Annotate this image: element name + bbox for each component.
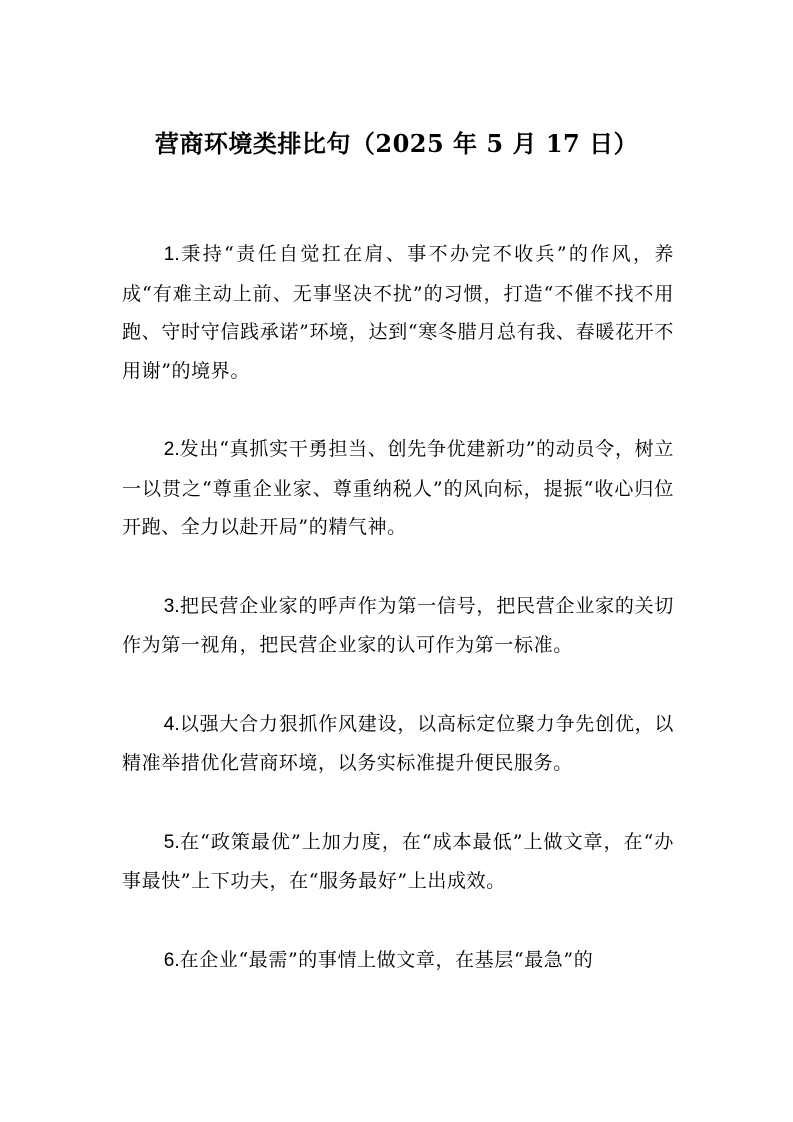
paragraph-6 bbox=[122, 941, 674, 980]
paragraph-number: 2. bbox=[163, 439, 180, 460]
paragraph-number: 5. bbox=[163, 831, 180, 853]
paragraph-text: 在“政策最优”上加力度，在“成本最低”上做文章，在“办事最快”上下功夫，在“服务最好”上出成效。 bbox=[122, 830, 674, 892]
paragraph-text: 秉持“责任自觉扛在肩、事不办完不收兵”的作风，养成“有难主动上前、无事坚决不扰”的习惯，打造“不催不找不用跑、守时守信践承诺”环境，达到“寒冬腊月总有我、春暖花开不用谢”的境界。 bbox=[122, 243, 674, 382]
paragraph-1 bbox=[122, 235, 674, 390]
paragraph-text: 把民营企业家的呼声作为第一信号，把民营企业家的关切作为第一视角，把民营企业家的认可作为第一标准。 bbox=[122, 594, 674, 656]
document-body bbox=[122, 235, 674, 979]
paragraph-number: 1. bbox=[163, 244, 180, 265]
paragraph-text: 发出“真抓实干勇担当、创先争优建新功”的动员令，树立一以贯之“尊重企业家、尊重纳税人”的风向标，提振“收心归位开跑、全力以赴开局”的精气神。 bbox=[122, 438, 674, 538]
paragraph-number: 4. bbox=[163, 713, 180, 735]
paragraph-4 bbox=[122, 705, 674, 783]
paragraph-5 bbox=[122, 823, 674, 901]
paragraph-number: 3. bbox=[163, 595, 180, 617]
paragraph-number: 6. bbox=[163, 949, 180, 971]
paragraph-3 bbox=[122, 587, 674, 665]
paragraph-2 bbox=[122, 430, 674, 547]
document-title: 营商环境类排比句（2025 年 5 月 17 日） bbox=[154, 129, 639, 158]
paragraph-text: 在企业“最需”的事情上做文章，在基层“最急”的 bbox=[179, 948, 594, 971]
paragraph-text: 以强大合力狠抓作风建设，以高标定位聚力争先创优，以精准举措优化营商环境，以务实标准提升便民服务。 bbox=[122, 712, 674, 774]
